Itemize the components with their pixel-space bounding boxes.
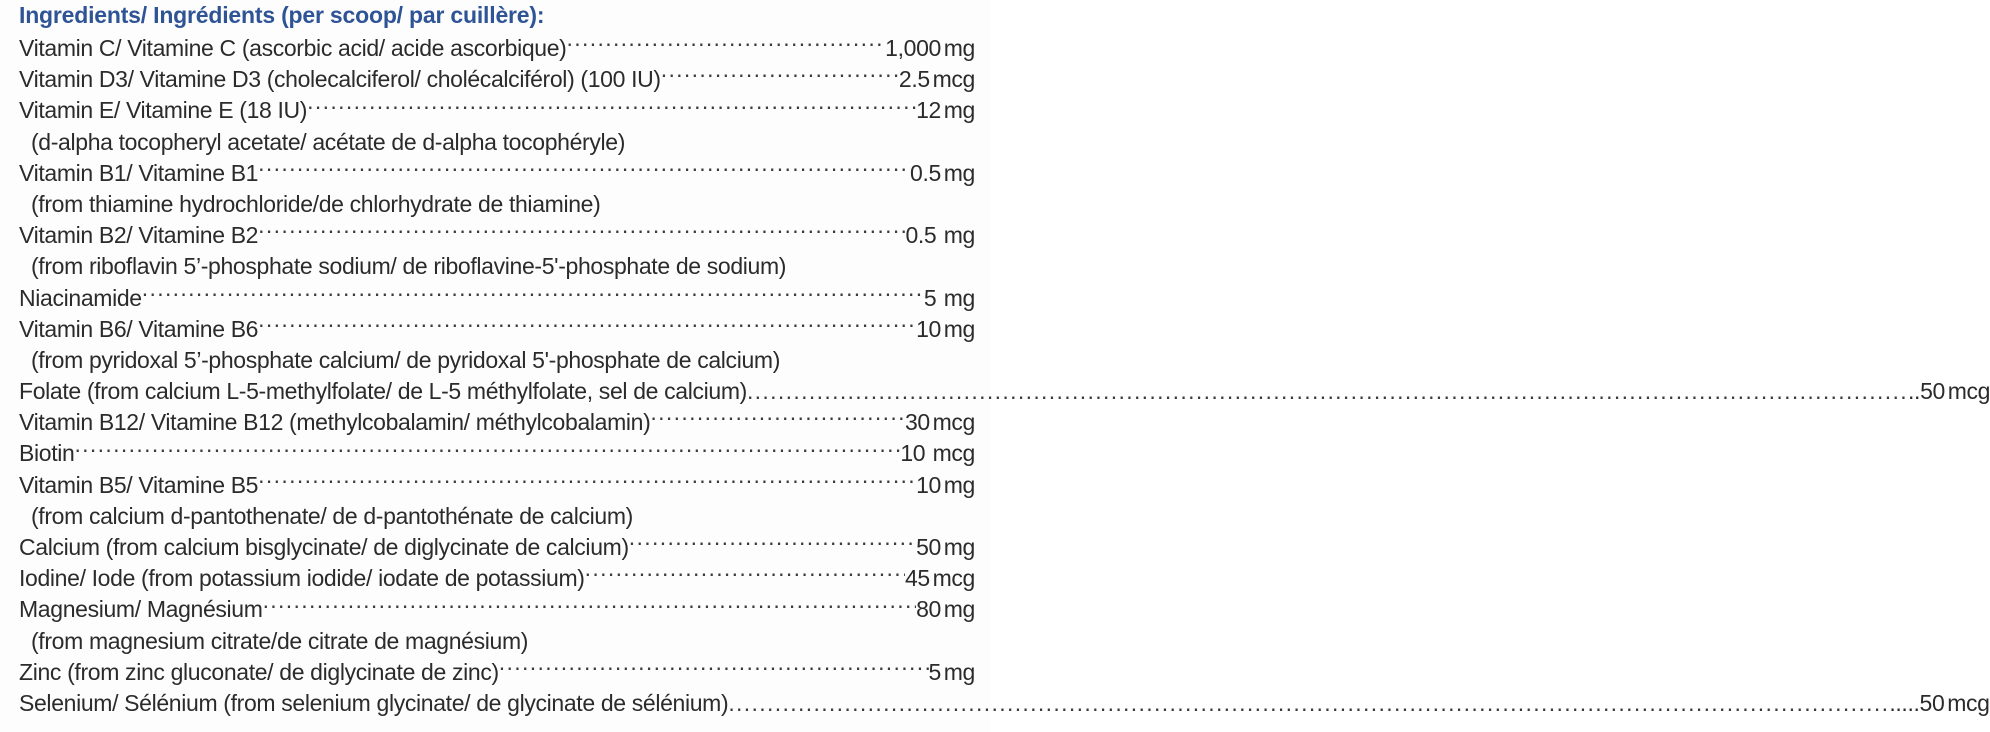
ingredient-amount-unit: mcg xyxy=(932,565,975,592)
ingredient-amount-number: 5 xyxy=(923,284,937,311)
dot-leader xyxy=(258,158,910,181)
ingredient-name: Folate (from calcium L-5-methylfolate/ de L-5 méthylfolate, sel de calcium) xyxy=(19,378,747,405)
ingredient-amount xyxy=(1920,376,1990,407)
ingredient-amount-unit: mcg xyxy=(932,66,975,93)
ingredient-amount-unit: mcg xyxy=(932,440,975,467)
ingredient-amount-number: 0.5 xyxy=(910,159,941,186)
ingredient-amount-unit: mg xyxy=(943,315,975,342)
dot-leader xyxy=(567,33,886,56)
ingredient-name: Vitamin B12/ Vitamine B12 (methylcobalamin/ méthylcobalamin) xyxy=(19,409,651,436)
ingredient-name: Vitamin C/ Vitamine C (ascorbic acid/ acide ascorbique) xyxy=(19,35,567,61)
ingredient-amount xyxy=(929,657,975,688)
ingredient-name: Vitamin E/ Vitamine E (18 IU) xyxy=(19,97,308,124)
dot-leader: ..... ..... xyxy=(728,688,1919,711)
ingredient-amount-number: 10 xyxy=(900,440,926,467)
ingredient-source-line xyxy=(0,345,991,376)
ingredient-amount-number: 1,000 xyxy=(885,35,941,61)
ingredient-amount-number: 30 xyxy=(904,409,930,436)
ingredient-name: Vitamin B1/ Vitamine B1 xyxy=(19,159,259,186)
ingredient-source-text: (from pyridoxal 5’-phosphate calcium/ de pyridoxal 5'-phosphate de calcium) xyxy=(31,346,781,373)
ingredient-row xyxy=(0,688,1990,719)
dot-leader: ..... .. xyxy=(747,376,1920,399)
ingredient-amount-number: 50 xyxy=(916,534,941,560)
ingredient-row xyxy=(0,657,991,688)
ingredient-amount-unit: mg xyxy=(943,658,975,685)
ingredient-amount-number: 10 xyxy=(916,471,941,498)
dot-leader xyxy=(629,532,916,555)
ingredient-amount-unit: mcg xyxy=(1947,689,1990,716)
ingredient-row xyxy=(0,314,991,345)
ingredient-amount-number: 2.5 xyxy=(898,66,930,93)
ingredient-amount-unit: mg xyxy=(943,97,975,124)
dot-leader xyxy=(661,64,899,87)
ingredient-amount-unit: mcg xyxy=(932,409,975,436)
ingredient-name: Calcium (from calcium bisglycinate/ de diglycinate de calcium) xyxy=(19,534,629,560)
dot-leader xyxy=(263,594,917,617)
ingredient-source-text: (from calcium d-pantothenate/ de d-pantothénate de calcium) xyxy=(31,502,633,529)
ingredient-name: Niacinamide xyxy=(19,284,142,311)
dot-leader xyxy=(258,314,916,337)
ingredient-amount-unit: mg xyxy=(943,596,975,623)
ingredient-amount-number: 5 xyxy=(928,658,941,685)
ingredient-source-text: (from riboflavin 5’-phosphate sodium/ de riboflavine-5'-phosphate de sodium) xyxy=(31,253,787,280)
ingredient-amount-number: 80 xyxy=(916,596,941,623)
ingredient-amount-number: 10 xyxy=(916,315,941,342)
ingredient-amount xyxy=(905,407,975,438)
ingredient-source-text: (from magnesium citrate/de citrate de magnésium) xyxy=(31,627,529,654)
ingredient-amount xyxy=(916,314,975,345)
ingredient-amount-unit: mg xyxy=(943,35,975,61)
ingredient-amount xyxy=(910,158,975,189)
ingredient-amount-unit: mg xyxy=(943,534,975,560)
ingredient-name: Vitamin D3/ Vitamine D3 (cholecalciferol/ cholécalciférol) (100 IU) xyxy=(19,66,661,93)
ingredients-list xyxy=(0,33,1990,719)
ingredient-amount xyxy=(916,532,975,563)
ingredient-source-text: (d-alpha tocopheryl acetate/ acétate de d-alpha tocophéryle) xyxy=(31,128,626,155)
ingredient-name: Vitamin B6/ Vitamine B6 xyxy=(19,315,259,342)
ingredient-amount-unit: mcg xyxy=(1947,378,1990,405)
ingredient-amount xyxy=(916,594,975,625)
ingredient-amount-number: 0.5 xyxy=(905,222,937,249)
ingredient-name: Iodine/ Iode (from potassium iodide/ iodate de potassium) xyxy=(19,565,585,592)
ingredient-row xyxy=(0,220,991,251)
ingredient-amount-number: 50 xyxy=(1920,378,1945,405)
ingredient-amount-number: 45 xyxy=(904,565,930,592)
dot-leader xyxy=(585,563,905,586)
ingredient-name: Magnesium/ Magnésium xyxy=(19,596,263,623)
ingredient-name: Vitamin B2/ Vitamine B2 xyxy=(19,222,259,249)
ingredient-source-text: (from thiamine hydrochloride/de chlorhydrate de thiamine) xyxy=(31,190,601,217)
ingredient-row xyxy=(0,470,991,501)
ingredient-amount-unit: mg xyxy=(943,222,975,249)
ingredient-amount-number: 12 xyxy=(916,97,941,124)
ingredient-name: Selenium/ Sélénium (from selenium glycinate/ de glycinate de sélénium) xyxy=(19,689,729,716)
ingredient-amount xyxy=(916,470,975,501)
ingredient-amount xyxy=(905,220,975,251)
dot-leader xyxy=(142,283,924,306)
ingredient-amount-unit: mg xyxy=(943,471,975,498)
ingredient-row xyxy=(0,158,991,189)
ingredients-heading: Ingredients/ Ingrédients (per scoop/ par cuillère): xyxy=(19,2,545,28)
ingredient-amount xyxy=(916,95,975,126)
ingredient-amount-number: 50 xyxy=(1919,689,1945,716)
ingredient-amount-unit: mg xyxy=(943,284,975,311)
ingredient-name: Zinc (from zinc gluconate/ de diglycinate de zinc) xyxy=(19,658,499,685)
ingredient-row xyxy=(0,95,991,126)
ingredient-amount xyxy=(924,283,975,314)
ingredient-amount-unit: mg xyxy=(943,159,975,186)
dot-leader xyxy=(499,657,929,680)
ingredient-amount xyxy=(1920,688,1990,719)
dot-leader xyxy=(258,470,916,493)
dot-leader xyxy=(74,438,900,461)
dot-leader xyxy=(258,220,905,243)
dot-leader xyxy=(307,95,916,118)
dot-leader xyxy=(650,407,905,430)
ingredient-row xyxy=(0,594,991,625)
ingredient-name: Vitamin B5/ Vitamine B5 xyxy=(19,471,259,498)
ingredient-name: Biotin xyxy=(19,440,75,467)
